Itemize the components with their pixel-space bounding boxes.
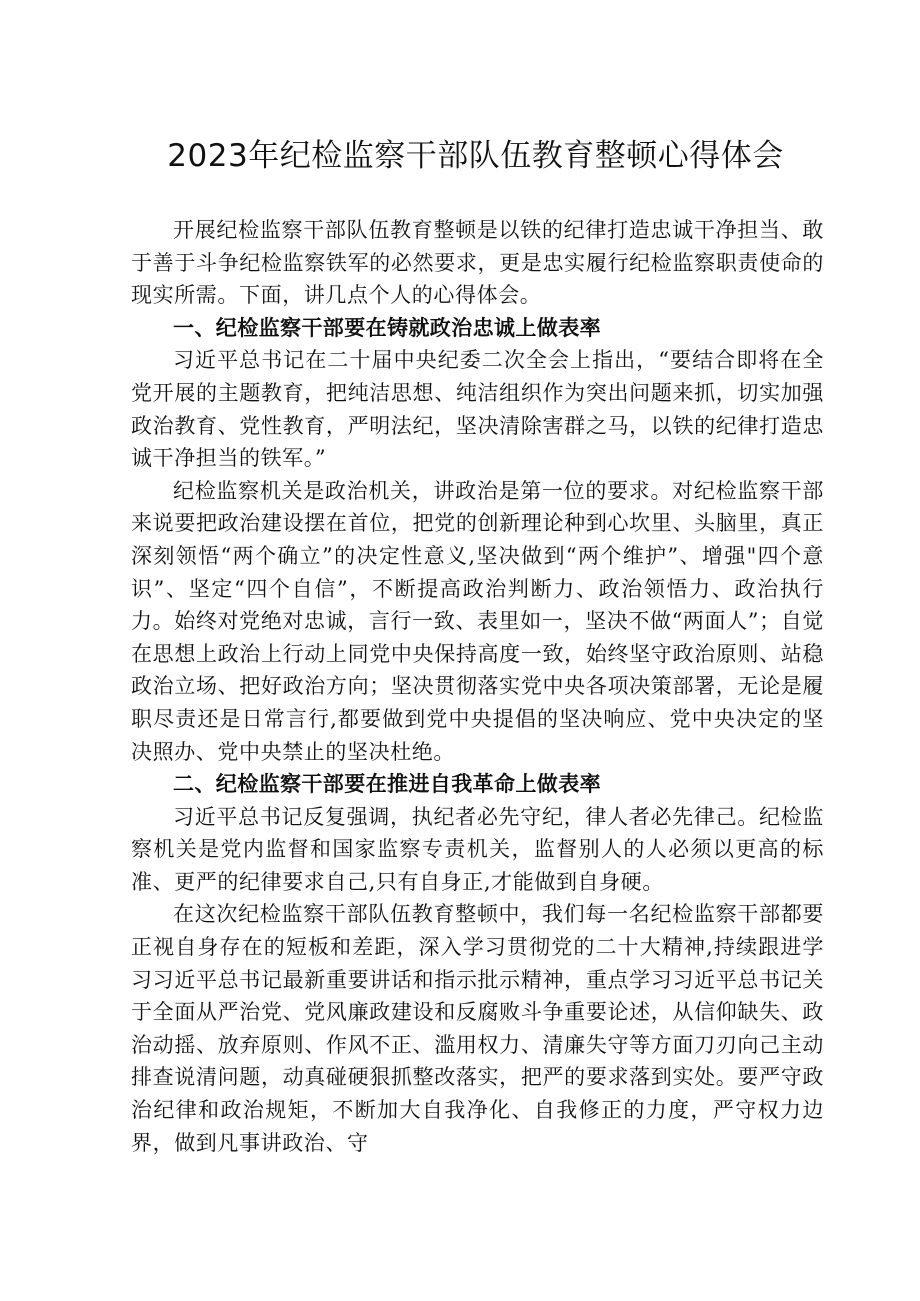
body-paragraph-5: 在这次纪检监察干部队伍教育整顿中，我们每一名纪检监察干部都要正视自身存在的短板和差距，深入学习贯彻党的二十大精神,持续跟进学习习近平总书记最新重要讲话和指示批示精神，重点学习习近平总书记关于全面从严治党、党风廉政建设和反腐败斗争重要论述，从信仰缺失、政治动摇、放弃原则、作风不正、滥用权力、清廉失守等方面刀刃向己主动排查说清问题，动真碰硬狠抓整改落实，把严的要求落到实处。要严守政治纪律和政治规矩，不断加大自我净化、自我修正的力度，严守权力边界，做到凡事讲政治、守 <box>131 902 824 1155</box>
body-paragraph-2: 习近平总书记在二十届中央纪委二次全会上指出，“要结合即将在全党开展的主题教育，把纯洁思想、纯洁组织作为突出问题来抓，切实加强政治教育、党性教育，严明法纪，坚决清除害群之马，以铁的纪律打造忠诚干净担当的铁军。” <box>131 348 824 471</box>
body-paragraph-4: 习近平总书记反复强调，执纪者必先守纪，律人者必先律己。纪检监察机关是党内监督和国家监察专责机关，监督别人的人必须以更高的标准、更严的纪律要求自己,只有自身正,才能做到自身硬。 <box>131 804 824 894</box>
document-title: 2023年纪检监察干部队伍教育整顿心得体会 <box>167 138 784 174</box>
section-heading-2: 二、纪检监察干部要在推进自我革命上做表率 <box>173 772 601 797</box>
body-paragraph-3: 纪检监察机关是政治机关，讲政治是第一位的要求。对纪检监察干部来说要把政治建设摆在首位，把党的创新理论种到心坎里、头脑里，真正深刻领悟“两个确立”的决定性意义,坚决做到“两个维护”、增强"四个意识”、坚定“四个自信”，不断提高政治判断力、政治领悟力、政治执行力。始终对党绝对忠诚，言行一致、表里如一，坚决不做“两面人”；自觉在思想上政治上行动上同党中央保持高度一致，始终坚守政治原则、站稳政治立场、把好政治方向；坚决贯彻落实党中央各项决策部署，无论是履职尽责还是日常言行,都要做到党中央提倡的坚决响应、党中央决定的坚决照办、党中央禁止的坚决杜绝。 <box>131 478 824 764</box>
section-heading-1: 一、纪检监察干部要在铸就政治忠诚上做表率 <box>173 315 601 340</box>
intro-paragraph: 开展纪检监察干部队伍教育整顿是以铁的纪律打造忠诚干净担当、敢于善于斗争纪检监察铁军的必然要求，更是忠实履行纪检监察职责使命的现实所需。下面，讲几点个人的心得体会。 <box>131 218 824 308</box>
